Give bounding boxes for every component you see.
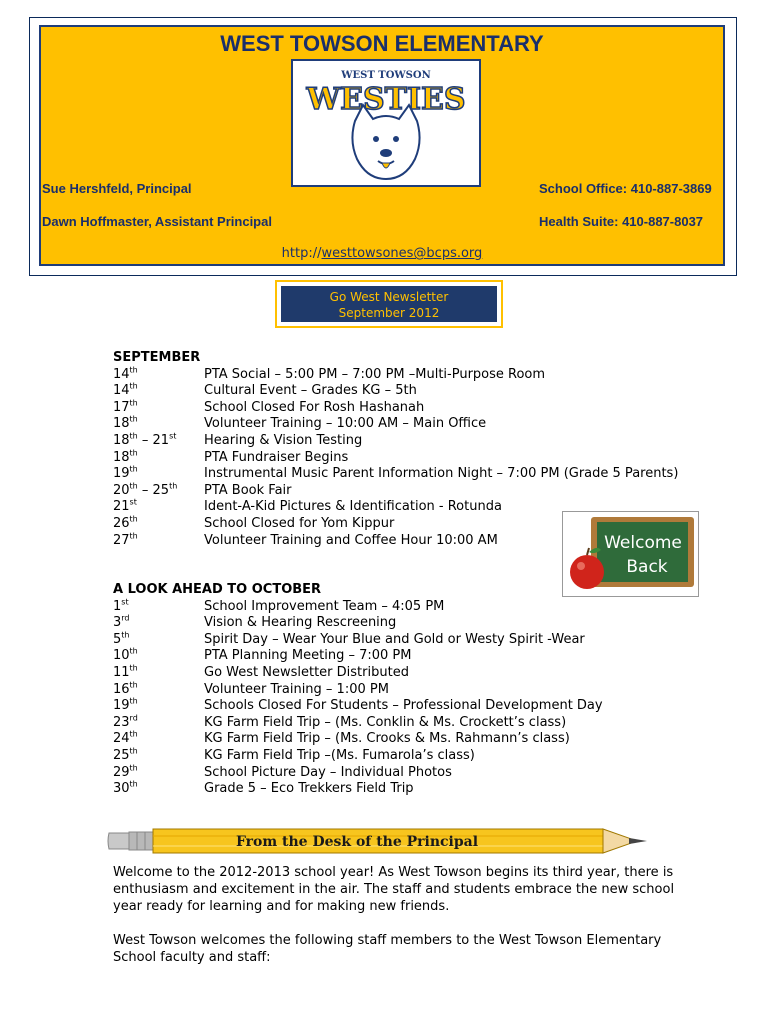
- event-row: [113, 531, 498, 550]
- event-date: [113, 483, 177, 500]
- event-date: [113, 433, 176, 450]
- assistant-principal-name: Dawn Hoffmaster, Assistant Principal: [42, 214, 272, 229]
- event-date: [113, 466, 138, 483]
- newsletter-title-box: [275, 280, 503, 328]
- school-office-phone: School Office: 410-887-3869: [539, 181, 712, 196]
- staff-welcome-paragraph: West Towson welcomes the following staff members to the West Towson Elementary School faculty and staff:: [113, 933, 662, 965]
- health-suite-phone: Health Suite: 410-887-8037: [539, 214, 704, 229]
- event-date: [113, 533, 138, 550]
- logo-top-text: WEST TOWSON: [341, 70, 431, 81]
- event-date: [113, 416, 138, 433]
- event-day: 19: [113, 698, 130, 714]
- event-day: 21: [113, 499, 130, 515]
- event-description: PTA Planning Meeting – 7:00 PM: [204, 648, 412, 664]
- principal-desk-heading: From the Desk of the Principal: [235, 834, 479, 850]
- event-day: 30: [113, 781, 130, 797]
- october-title: A LOOK AHEAD TO OCTOBER: [113, 582, 322, 597]
- back-text: Back: [626, 557, 668, 577]
- event-row: [113, 498, 502, 516]
- event-row: [113, 680, 389, 699]
- event-description: Instrumental Music Parent Information Night – 7:00 PM (Grade 5 Parents): [204, 466, 679, 482]
- event-day-suffix: th: [129, 431, 138, 441]
- event-day-suffix: th: [129, 663, 138, 673]
- westie-dog-icon: [293, 61, 479, 185]
- principal-name: Sue Hershfeld, Principal: [42, 181, 192, 196]
- event-day: 19: [113, 466, 130, 482]
- event-day: 11: [113, 664, 130, 680]
- event-day-suffix: th: [129, 647, 138, 657]
- event-row: [113, 663, 409, 682]
- newsletter-date: September 2012: [338, 306, 440, 320]
- event-description: Cultural Event – Grades KG – 5th: [204, 383, 417, 399]
- event-day-suffix: th: [129, 514, 138, 524]
- logo-main-text: WESTIES: [306, 82, 466, 117]
- event-date: [113, 682, 138, 699]
- event-day: 24: [113, 731, 130, 747]
- event-day: 1: [113, 598, 122, 614]
- principal-desk-pencil-banner: [107, 823, 652, 859]
- event-row: [113, 763, 452, 782]
- event-description: PTA Social – 5:00 PM – 7:00 PM –Multi-Purpose Room: [204, 366, 546, 382]
- event-row: [113, 713, 567, 732]
- event-description: School Picture Day – Individual Photos: [204, 764, 452, 780]
- event-description: Volunteer Training – 1:00 PM: [204, 681, 389, 697]
- event-date: [113, 731, 138, 748]
- westies-logo: [291, 59, 481, 187]
- event-date: [113, 698, 138, 715]
- event-date: [113, 383, 138, 400]
- event-date: [113, 367, 138, 384]
- welcome-text: Welcome: [604, 533, 682, 553]
- event-day: 18: [113, 449, 130, 465]
- event-row: [113, 448, 349, 467]
- event-description: Schools Closed For Students – Professional Development Day: [204, 698, 603, 714]
- event-row: [113, 730, 570, 748]
- event-day-suffix: th: [129, 730, 138, 740]
- url-prefix: http://: [281, 246, 322, 261]
- event-row: [113, 647, 412, 665]
- event-row: [113, 630, 585, 649]
- event-row: [113, 398, 425, 417]
- event-day: 29: [113, 764, 130, 780]
- event-row: [113, 415, 487, 433]
- event-end-day: – 25: [137, 482, 170, 498]
- event-row: [113, 481, 292, 500]
- event-description: KG Farm Field Trip – (Ms. Conklin & Ms. Crockett’s class): [204, 714, 567, 730]
- event-description: School Improvement Team – 4:05 PM: [204, 598, 445, 614]
- event-day: 10: [113, 648, 130, 664]
- event-day-suffix: th: [129, 763, 138, 773]
- event-day-suffix: th: [129, 415, 138, 425]
- event-day-suffix: th: [129, 531, 138, 541]
- event-row: [113, 431, 363, 450]
- event-row: [113, 613, 397, 632]
- event-description: School Closed for Yom Kippur: [204, 515, 395, 531]
- event-end-day-suffix: st: [169, 431, 177, 441]
- event-row: [113, 381, 417, 400]
- event-day: 16: [113, 681, 130, 697]
- event-day: 20: [113, 482, 130, 498]
- event-date: [113, 499, 137, 516]
- event-row: [113, 514, 395, 533]
- header-banner: [39, 25, 725, 266]
- event-day: 17: [113, 399, 130, 415]
- event-day-suffix: rd: [121, 613, 130, 623]
- event-day-suffix: th: [129, 381, 138, 391]
- event-description: Ident-A-Kid Pictures & Identification - Rotunda: [204, 499, 502, 515]
- event-date: [113, 599, 129, 616]
- event-day: 18: [113, 416, 130, 432]
- school-url: [41, 246, 723, 261]
- event-day-suffix: th: [121, 630, 130, 640]
- event-day: 25: [113, 747, 130, 763]
- event-day-suffix: th: [129, 464, 138, 474]
- event-day: 14: [113, 383, 130, 399]
- event-description: PTA Book Fair: [204, 482, 292, 498]
- event-day: 26: [113, 515, 130, 531]
- event-row: [113, 464, 679, 483]
- event-day: 18: [113, 432, 130, 448]
- newsletter-title: Go West Newsletter: [329, 290, 449, 304]
- event-description: KG Farm Field Trip – (Ms. Crooks & Ms. Rahmann’s class): [204, 731, 570, 747]
- event-end-day: – 21: [137, 432, 170, 448]
- event-description: Spirit Day – Wear Your Blue and Gold or Westy Spirit -Wear: [204, 631, 585, 647]
- event-description: School Closed For Rosh Hashanah: [204, 399, 425, 415]
- event-day: 23: [113, 714, 130, 730]
- event-date: [113, 400, 138, 417]
- chalkboard-apple-icon: [563, 512, 698, 596]
- event-day: 14: [113, 366, 130, 382]
- event-date: [113, 715, 138, 732]
- event-date: [113, 781, 138, 798]
- welcome-paragraph: Welcome to the 2012-2013 school year! As West Towson begins its third year, there is enthusiasm and excitement in the air. The staff and students embrace the new school year ready for learning and for making new friends.: [113, 865, 675, 914]
- school-name: WEST TOWSON ELEMENTARY: [220, 31, 544, 56]
- event-description: Hearing & Vision Testing: [204, 432, 363, 448]
- event-date: [113, 615, 130, 632]
- event-description: PTA Fundraiser Begins: [204, 449, 349, 465]
- event-description: Grade 5 – Eco Trekkers Field Trip: [204, 781, 414, 797]
- newsletter-title-inner: [281, 286, 497, 322]
- event-day-suffix: th: [129, 696, 138, 706]
- event-description: Vision & Hearing Rescreening: [204, 615, 397, 631]
- event-day: 27: [113, 532, 130, 548]
- event-row: [113, 597, 445, 616]
- welcome-back-clipart: [562, 511, 699, 597]
- event-row: [113, 696, 603, 715]
- event-date: [113, 632, 130, 649]
- event-description: KG Farm Field Trip –(Ms. Fumarola’s class): [204, 747, 475, 763]
- event-description: Volunteer Training – 10:00 AM – Main Office: [204, 416, 487, 432]
- event-description: Volunteer Training and Coffee Hour 10:00 AM: [204, 532, 498, 548]
- event-day-suffix: st: [129, 498, 137, 508]
- event-day-suffix: th: [129, 365, 138, 375]
- school-email-link[interactable]: westtowsones@bcps.org: [321, 246, 483, 261]
- event-day-suffix: th: [129, 448, 138, 458]
- event-day-suffix: th: [129, 398, 138, 408]
- event-description: Go West Newsletter Distributed: [204, 664, 409, 680]
- event-date: [113, 665, 138, 682]
- event-day-suffix: th: [129, 779, 138, 789]
- event-day: 5: [113, 631, 122, 647]
- event-row: [113, 779, 414, 798]
- event-day: 3: [113, 615, 122, 631]
- event-end-day-suffix: th: [169, 481, 178, 491]
- october-event-list: [113, 597, 603, 798]
- october-section: [113, 582, 603, 798]
- event-row: [113, 746, 475, 765]
- pencil-icon: [107, 823, 652, 859]
- event-date: [113, 516, 138, 533]
- event-row: [113, 365, 546, 384]
- event-day-suffix: th: [129, 680, 138, 690]
- event-day-suffix: th: [129, 746, 138, 756]
- event-date: [113, 748, 138, 765]
- event-day-suffix: st: [121, 597, 129, 607]
- event-date: [113, 450, 138, 467]
- event-date: [113, 765, 138, 782]
- event-date: [113, 648, 138, 665]
- event-day-suffix: th: [129, 481, 138, 491]
- september-title: SEPTEMBER: [113, 350, 201, 365]
- event-day-suffix: rd: [129, 713, 138, 723]
